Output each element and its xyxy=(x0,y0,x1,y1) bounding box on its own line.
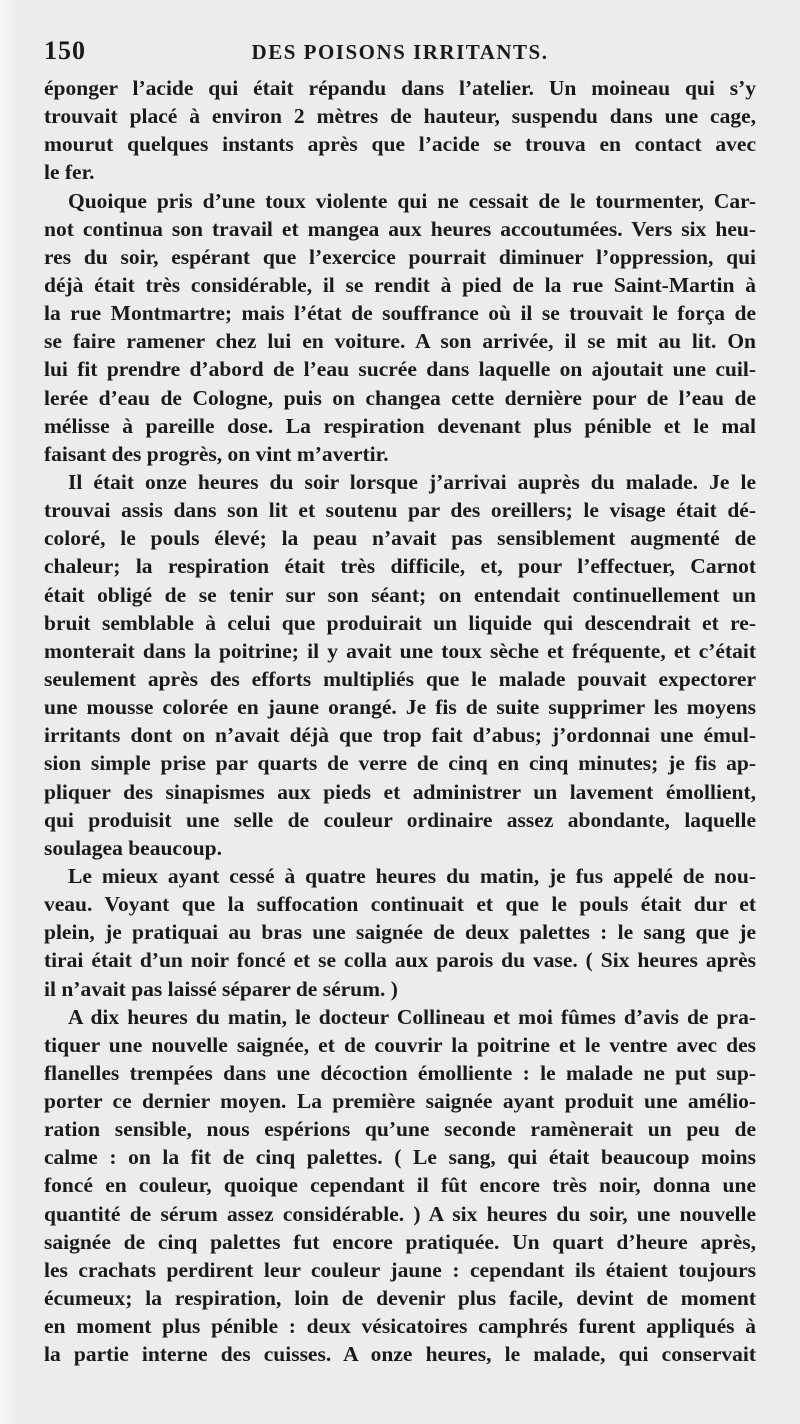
text-line: trouvait placé à environ 2 mètres de hauteur, suspendu dans une cage, xyxy=(44,104,756,129)
text-line: A dix heures du matin, le docteur Collineau et moi fûmes d’avis de pra- xyxy=(68,1004,756,1029)
body-text xyxy=(44,74,756,1368)
text-line: irritants dont on n’avait déjà que trop fait d’abus; j’ordonnai une émul- xyxy=(44,723,756,748)
text-line: ration sensible, nous espérions qu’une seconde ramènerait un peu de xyxy=(44,1117,756,1142)
text-line: se faire ramener chez lui en voiture. A son arrivée, il se mit au lit. On xyxy=(44,329,756,354)
text-line: une mousse colorée en jaune orangé. Je fis de suite supprimer les moyens xyxy=(44,695,756,720)
text-line: chaleur; la respiration était très difficile, et, pour l’effectuer, Carnot xyxy=(44,554,756,579)
text-line: Quoique pris d’une toux violente qui ne cessait de le tourmenter, Car- xyxy=(68,188,756,213)
text-line: flanelles trempées dans une décoction émolliente : le malade ne put sup- xyxy=(44,1060,756,1085)
text-line: tiquer une nouvelle saignée, et de couvrir la poitrine et le ventre avec des xyxy=(44,1032,756,1057)
text-line: veau. Voyant que la suffocation continuait et que le pouls était dur et xyxy=(44,892,756,917)
text-line: la partie interne des cuisses. A onze heures, le malade, qui conservait xyxy=(44,1342,756,1367)
text-line: mourut quelques instants après que l’acide se trouva en contact avec xyxy=(44,132,756,157)
text-line: lerée d’eau de Cologne, puis on changea cette dernière pour de l’eau de xyxy=(44,385,756,410)
text-line: res du soir, espérant que l’exercice pourrait diminuer l’oppression, qui xyxy=(44,244,756,269)
text-line: le fer. xyxy=(44,160,95,185)
text-line: tirai était d’un noir foncé et se colla aux parois du vase. ( Six heures après xyxy=(44,948,756,973)
text-line: qui produisit une selle de couleur ordinaire assez abondante, laquelle xyxy=(44,807,756,832)
text-line: déjà était très considérable, il se rendit à pied de la rue Saint-Martin à xyxy=(44,272,756,297)
text-line: bruit semblable à celui que produirait un liquide qui descendrait et re- xyxy=(44,610,756,635)
text-line: pliquer des sinapismes aux pieds et administrer un lavement émollient, xyxy=(44,779,756,804)
text-line: sion simple prise par quarts de verre de cinq en cinq minutes; je fis ap- xyxy=(44,751,756,776)
text-line: not continua son travail et mangea aux heures accoutumées. Vers six heu- xyxy=(44,216,756,241)
text-line: la rue Montmartre; mais l’état de souffrance où il se trouvait le força de xyxy=(44,301,756,326)
text-line: mélisse à pareille dose. La respiration devenant plus pénible et le mal xyxy=(44,413,756,438)
text-line: monterait dans la poitrine; il y avait une toux sèche et fréquente, et c’était xyxy=(44,638,756,663)
text-line: porter ce dernier moyen. La première saignée ayant produit une amélio- xyxy=(44,1089,756,1114)
text-line: plein, je pratiquai au bras une saignée de deux palettes : le sang que je xyxy=(44,920,756,945)
text-line: seulement après des efforts multipliés que le malade pouvait expectorer xyxy=(44,666,756,691)
text-line: en moment plus pénible : deux vésicatoires camphrés furent appliqués à xyxy=(44,1314,756,1339)
text-line: saignée de cinq palettes fut encore pratiquée. Un quart d’heure après, xyxy=(44,1229,756,1254)
text-line: faisant des progrès, on vint m’avertir. xyxy=(44,441,389,466)
text-line: les crachats perdirent leur couleur jaune : cependant ils étaient toujours xyxy=(44,1257,756,1282)
text-line: Le mieux ayant cessé à quatre heures du matin, je fus appelé de nou- xyxy=(68,863,756,888)
text-line: foncé en couleur, quoique cependant il fût encore très noir, donna une xyxy=(44,1173,756,1198)
text-line: était obligé de se tenir sur son séant; on entendait continuellement un xyxy=(44,582,756,607)
text-line: calme : on la fit de cinq palettes. ( Le sang, qui était beaucoup moins xyxy=(44,1145,756,1170)
text-line: coloré, le pouls élevé; la peau n’avait pas sensiblement augmenté de xyxy=(44,526,756,551)
text-line: écumeux; la respiration, loin de devenir plus facile, devint de moment xyxy=(44,1286,756,1311)
text-line: lui fit prendre d’abord de l’eau sucrée dans laquelle on ajoutait une cuil- xyxy=(44,357,756,382)
page-number: 150 xyxy=(44,36,86,65)
text-line: trouvai assis dans son lit et soutenu par des oreillers; le visage était dé- xyxy=(44,498,756,523)
text-line: éponger l’acide qui était répandu dans l’atelier. Un moineau qui s’y xyxy=(44,76,756,100)
text-line: soulagea beaucoup. xyxy=(44,835,223,860)
running-title: DES POISONS IRRITANTS. xyxy=(251,40,549,64)
text-line: Il était onze heures du soir lorsque j’arrivai auprès du malade. Je le xyxy=(68,469,756,494)
text-line: quantité de sérum assez considérable. ) A six heures du soir, une nouvelle xyxy=(44,1201,756,1226)
text-line: il n’avait pas laissé séparer de sérum. ) xyxy=(44,976,398,1001)
running-head xyxy=(44,36,756,68)
